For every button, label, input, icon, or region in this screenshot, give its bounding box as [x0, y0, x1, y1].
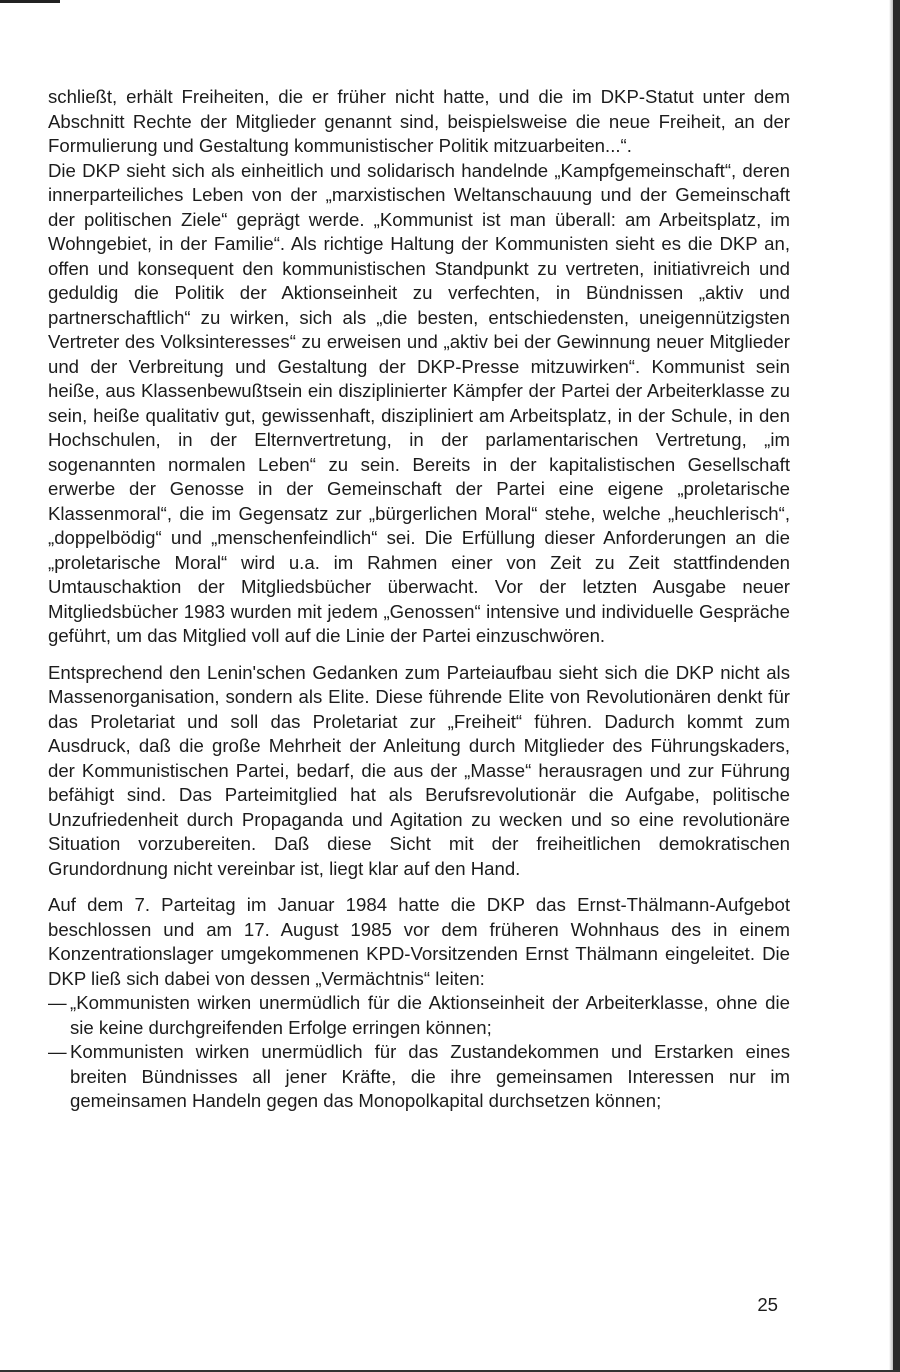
vermaechtnis-list — [48, 991, 790, 1114]
scan-top-edge — [0, 0, 60, 3]
paragraph-continuation: schließt, erhält Freiheiten, die er früher nicht hatte, und die im DKP-Statut unter dem Abschnitt Rechte der Mitglieder genannt sind, beispielsweise die neue Freiheit, an der Formulierung und Gestaltung kommunistischer Politik mitzuarbeiten...“. — [48, 86, 790, 156]
body-text — [48, 85, 790, 1114]
list-dash: — — [48, 1041, 67, 1062]
list-item-text: Kommunisten wirken unermüdlich für das Zustandekommen und Erstarken eines breiten Bündnisses all jener Kräfte, die ihre gemeinsamen Interessen nur im gemeinsamen Handeln gegen das Monopolkapital durchsetzen können; — [70, 1041, 790, 1111]
list-item — [48, 1040, 790, 1114]
paragraph-elite: Entsprechend den Lenin'schen Gedanken zum Parteiaufbau sieht sich die DKP nicht als Massenorganisation, sondern als Elite. Diese führende Elite von Revolutionären denkt für das Proletariat und soll das Proletariat zur „Freiheit“ führen. Dadurch kommt zum Ausdruck, daß die große Mehrheit der Anleitung durch Mitglieder des Führungskaders, der Kommunistischen Partei, bedarf, die aus der „Masse“ herausragen und zur Führung befähigt sind. Das Parteimitglied hat als Berufsrevolutionär die Aufgabe, politische Unzufriedenheit durch Propaganda und Agitation zu wecken und so eine revolutionäre Situation vorzubereiten. Daß diese Sicht mit der freiheitlichen demokratischen Grundordnung nicht vereinbar ist, liegt klar auf den Hand. — [48, 661, 790, 879]
list-item — [48, 991, 790, 1040]
paragraph-kampfgemeinschaft: Die DKP sieht sich als einheitlich und solidarisch handelnde „Kampfgemeinschaft“, deren innerparteiliches Leben von der „marxistischen Weltanschauung und der Gemeinschaft der politischen Ziele“ geprägt werde. „Kommunist ist man überall: am Arbeitsplatz, im Wohngebiet, in der Familie“. Als richtige Haltung der Kommunisten sieht es die DKP an, offen und konsequent den kommunistischen Standpunkt zu vertreten, initiativreich und geduldig die Politik der Aktionseinheit zu verfechten, in Bündnissen „aktiv und partnerschaftlich“ zu wirken, sich als „die besten, entschiedensten, uneigennützigsten Vertreter des Volksinteresses“ zu erweisen und „aktiv bei der Gewinnung neuer Mitglieder und der Verbreitung und Gestaltung der DKP-Presse mitzuwirken“. Kommunist sein heiße, aus Klassenbewußtsein ein disziplinierter Kämpfer der Partei der Arbeiterklasse zu sein, heiße qualitativ gut, gewissenhaft, diszipliniert am Arbeitsplatz, in der Schule, in den Hochschulen, in der Elternvertretung, in der parlamentarischen Vertretung, „im sogenannten normalen Leben“ zu sein. Bereits in der kapitalistischen Gesellschaft erwerbe der Genosse in der Gemeinschaft der Partei eine eigene „proletarische Klassenmoral“, die im Gegensatz zur „bürgerlichen Moral“ stehe, welche „heuchlerisch“, „doppelbödig“ und „menschenfeindlich“ sei. Die Erfüllung dieser Anforderungen an die „proletarische Moral“ wird u.a. im Rahmen einer von Zeit zu Zeit stattfindenden Umtauschaktion der Mitgliedsbücher überwacht. Vor der letzten Ausgabe neuer Mitgliedsbücher 1983 wurden mit jedem „Genossen“ intensive und individuelle Gespräche geführt, um das Mitglied voll auf die Linie der Partei einzuschwören. — [48, 159, 790, 646]
page-number: 25 — [757, 1294, 778, 1315]
paragraph-thaelmann-aufgebot: Auf dem 7. Parteitag im Januar 1984 hatte die DKP das Ernst-Thälmann-Aufgebot beschlossen und am 17. August 1985 vor dem früheren Wohnhaus des in einem Konzentrationslager umgekommenen KPD-Vorsitzenden Ernst Thälmann eingeleitet. Die DKP ließ sich dabei von dessen „Vermächtnis“ leiten: — [48, 894, 790, 989]
list-dash: — — [48, 992, 67, 1013]
scan-right-edge — [893, 0, 900, 1372]
list-item-text: „Kommunisten wirken unermüdlich für die Aktionseinheit der Arbeiterklasse, ohne die sie keine durchgreifenden Erfolge erringen können; — [70, 992, 790, 1038]
